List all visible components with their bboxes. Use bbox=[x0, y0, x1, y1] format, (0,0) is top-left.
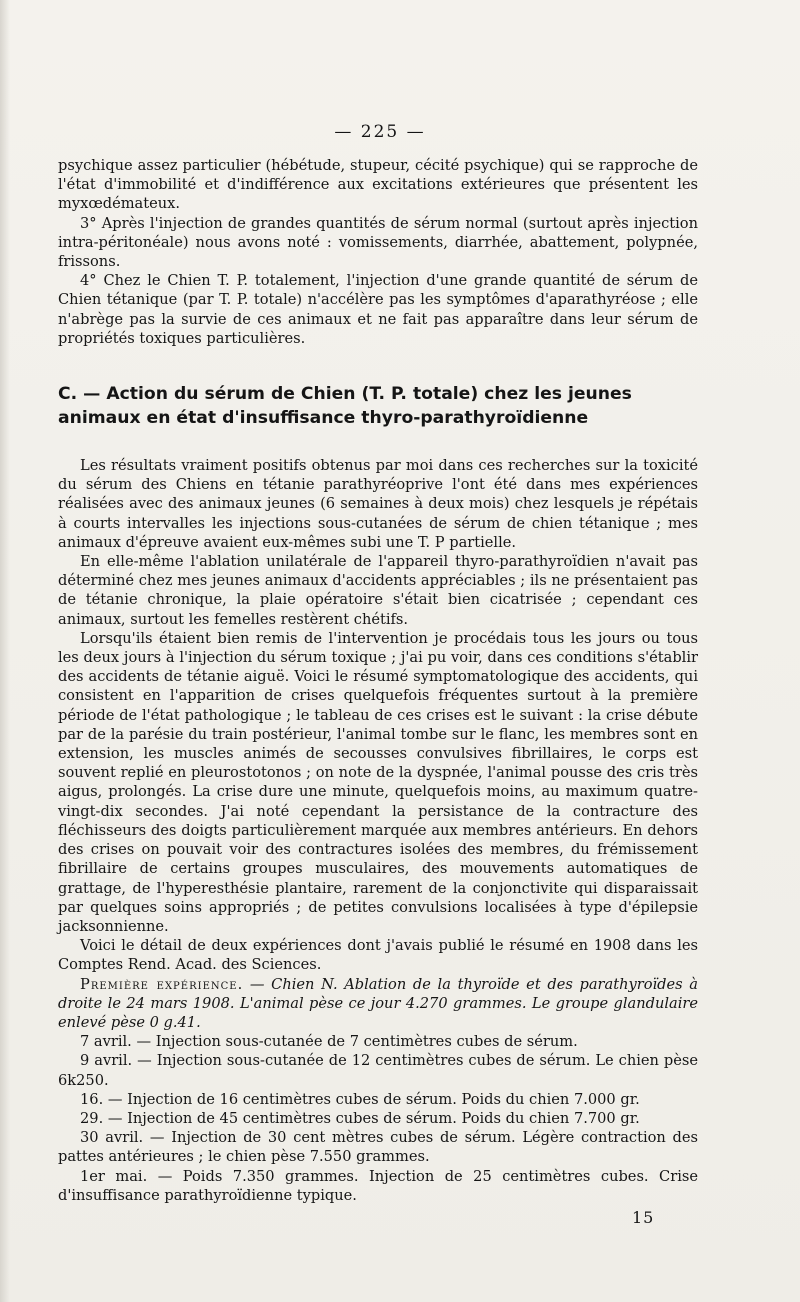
experiment-entry: 1er mai. — Poids 7.350 grammes. Injection de 25 centimètres cubes. Crise d'insuffisance parathyroïdienne typique. bbox=[58, 1167, 698, 1204]
experiment-entry: 7 avril. — Injection sous-cutanée de 7 centimètres cubes de sérum. bbox=[80, 1033, 578, 1051]
section-title: Action du sérum de Chien (T. P. totale) chez les jeunes animaux en état d'insuffisance thyro-parathyroïdienne bbox=[58, 384, 632, 429]
section-prefix: C. — bbox=[58, 384, 107, 405]
paragraph: 3° Après l'injection de grandes quantités de sérum normal (surtout après injection intra-péritonéale) nous avons noté : vomissements, diarrhée, abattement, polypnée, frissons. bbox=[58, 214, 698, 271]
experiment-entry: 30 avril. — Injection de 30 cent mètres cubes de sérum. Légère contraction des pattes antérieures ; le chien pèse 7.550 grammes. bbox=[58, 1129, 698, 1166]
experiment-entry: 9 avril. — Injection sous-cutanée de 12 centimètres cubes de sérum. Le chien pèse 6k250. bbox=[58, 1052, 698, 1089]
experiment-entry: 29. — Injection de 45 centimètres cubes de sérum. Poids du chien 7.700 gr. bbox=[80, 1109, 640, 1127]
experiment-entry: 16. — Injection de 16 centimètres cubes de sérum. Poids du chien 7.000 gr. bbox=[80, 1090, 640, 1108]
signature-mark: 15 bbox=[632, 1208, 655, 1227]
paragraph: Lorsqu'ils étaient bien remis de l'intervention je procédais tous les jours ou tous les deux jours à l'injection du sérum toxique ; j'ai pu voir, dans ces conditions s'établir des accidents de tétanie aiguë. Voici le résumé symptomatologique des accidents, qui consistent en l'apparition de crises quelquefois fréquentes surtout à la première période de l'état pathologique ; le tableau de ces crises est le suivant : la crise débute par de la parésie du train postérieur, l'animal tombe sur le flanc, les membres sont en extension, les muscles animés de secousses convulsives fibrillaires, le corps est souvent replié en pleurostotonos ; on note de la dyspnée, l'animal pousse des cris très aigus, prolongés. La crise dure une minute, quelquefois moins, au maximum quatre-vingt-dix secondes. J'ai noté cependant la persistance de la contracture des fléchisseurs des doigts particulièrement marquée aux membres antérieurs. En dehors des crises on pouvait voir des contractures isolées des membres, du frémissement fibrillaire de certains groupes musculaires, des mouvements automatiques de grattage, de l'hyperesthésie plantaire, rarement de la conjonctivite qui disparaissait par quelques soins appropriés ; de petites convulsions localisées à type d'épilepsie jacksonnienne. bbox=[58, 629, 698, 935]
experiment-label: Première expérience. bbox=[80, 975, 244, 993]
experiment-heading bbox=[58, 975, 698, 1033]
page-number: — 225 — bbox=[334, 122, 426, 142]
paragraph: psychique assez particulier (hébétude, stupeur, cécité psychique) qui se rapproche de l'état d'immobilité et d'indifférence aux excitations extérieures que présentent les myxœdémateux. bbox=[58, 157, 698, 213]
experiment-title: — Chien N. Ablation de la thyroïde et des parathyroïdes à droite le 24 mars 1908. L'animal pèse ce jour 4.270 grammes. Le groupe glandulaire enlevé pèse 0 g.41. bbox=[58, 975, 698, 1031]
paragraph: En elle-même l'ablation unilatérale de l'appareil thyro-parathyroïdien n'avait pas déterminé chez mes jeunes animaux d'accidents appréciables ; ils ne présentaient pas de tétanie chronique, la plaie opératoire s'était bien cicatrisée ; cependant ces animaux, surtout les femelles restèrent chétifs. bbox=[58, 553, 698, 628]
paragraph: Voici le détail de deux expériences dont j'avais publié le résumé en 1908 dans les Comptes Rend. Acad. des Sciences. bbox=[58, 937, 698, 974]
body-text bbox=[58, 156, 698, 1205]
section-heading bbox=[58, 382, 698, 430]
paragraph: Les résultats vraiment positifs obtenus par moi dans ces recherches sur la toxicité du sérum des Chiens en tétanie parathyréoprive l'ont été dans mes expériences réalisées avec des animaux jeunes (6 semaines à deux mois) chez lesquels je répétais à courts intervalles les injections sous-cutanées de sérum de chien tétanique ; mes animaux d'épreuve avaient eux-mêmes subi une T. P partielle. bbox=[58, 457, 698, 551]
paragraph: 4° Chez le Chien T. P. totalement, l'injection d'une grande quantité de sérum de Chien tétanique (par T. P. totale) n'accélère pas les symptômes d'aparathyréose ; elle n'abrège pas la survie de ces animaux et ne fait pas apparaître dans leur sérum de propriétés toxiques particulières. bbox=[58, 272, 698, 347]
